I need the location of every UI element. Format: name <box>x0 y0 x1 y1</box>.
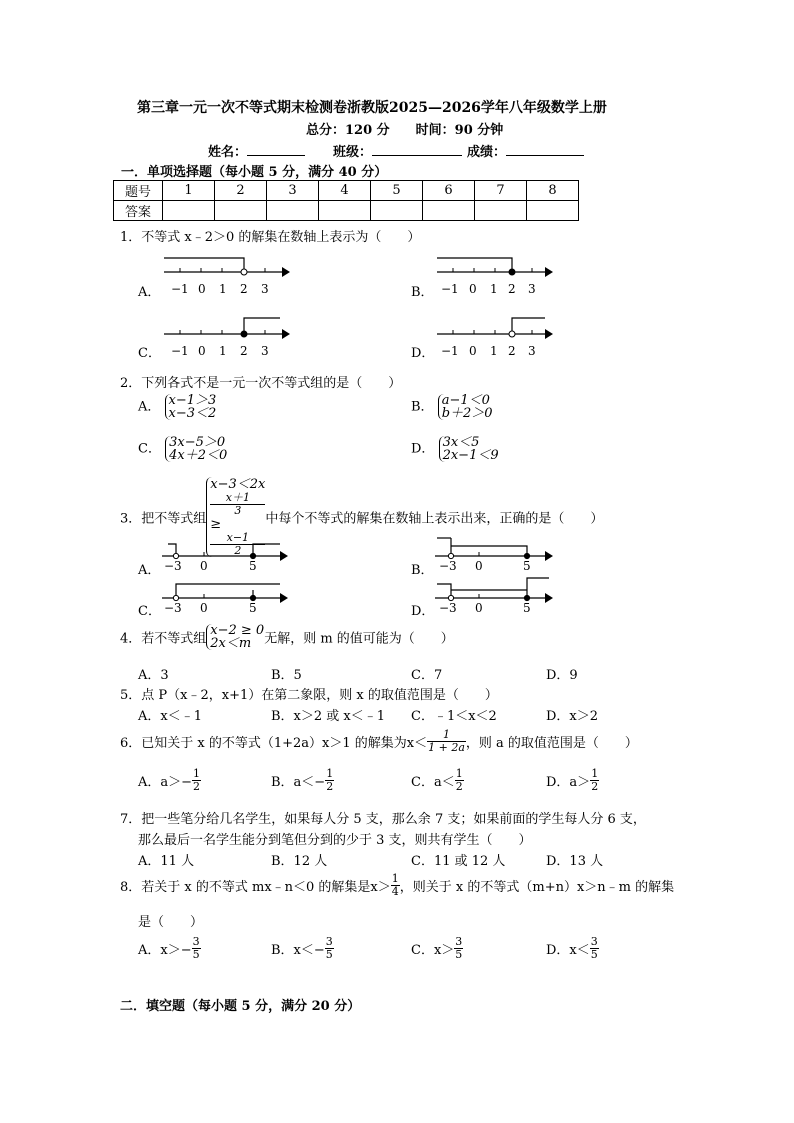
score-field[interactable] <box>467 141 584 160</box>
class-blank[interactable] <box>372 155 462 156</box>
option-label: C．x＞ <box>411 943 455 958</box>
fraction <box>455 768 464 793</box>
inequality-system <box>165 394 217 420</box>
q1-option-d-label[interactable]: D． <box>411 346 435 361</box>
q1-number-line-d <box>431 312 563 360</box>
option-label: B． <box>411 399 434 415</box>
tick-label: −3 <box>439 559 457 573</box>
fraction <box>391 873 400 898</box>
answer-cell[interactable] <box>423 201 475 221</box>
numerator: 3 <box>590 935 598 948</box>
q7-option-a[interactable]: A．11 人 <box>138 854 195 869</box>
tick-label: −3 <box>164 601 182 615</box>
answer-cell[interactable] <box>215 201 267 221</box>
question-7-line-2: 那么最后一名学生能分到笔但分到的少于 3 支，则共有学生（ ） <box>138 833 532 848</box>
question-5-stem: 5．点 P（x﹣2，x+1）在第二象限，则 x 的取值范围是（ ） <box>120 688 498 703</box>
q1-number-line-b <box>431 250 563 298</box>
q6-option-a[interactable] <box>138 768 201 793</box>
q3-number-line-d <box>431 574 561 616</box>
tick-label: 5 <box>523 559 531 573</box>
q3-suffix: 中每个不等式的解集在数轴上表示出来，正确的是（ ） <box>265 511 604 527</box>
option-label: A．a＞− <box>138 775 193 790</box>
table-cell: 5 <box>371 181 423 201</box>
tick-label: 1 <box>490 344 498 358</box>
option-label: D．x＜ <box>546 943 590 958</box>
option-label: D． <box>411 441 435 457</box>
denominator: 1 + 2a <box>428 741 465 754</box>
tick-label: 0 <box>200 601 208 615</box>
numerator: 3 <box>192 935 200 948</box>
q2-option-d[interactable] <box>411 436 499 462</box>
inequality-system <box>438 394 493 420</box>
denominator: 2 <box>326 780 334 793</box>
q1-option-a-label[interactable]: A． <box>138 285 161 300</box>
tick-label: 0 <box>469 344 477 358</box>
q8-prefix: 8．若关于 x 的不等式 mx﹣n＜0 的解集是x＞ <box>120 880 391 895</box>
tick-label: 3 <box>528 344 536 358</box>
sys-line: 2x＜m <box>210 636 252 651</box>
fraction <box>325 936 334 961</box>
section1-heading: 一．单项选择题（每小题 5 分，满分 40 分） <box>121 165 388 180</box>
q7-option-b[interactable]: B．12 人 <box>271 854 328 869</box>
fraction <box>325 768 334 793</box>
numerator: 1 <box>193 767 201 780</box>
fraction <box>192 768 201 793</box>
sys-line: x−3＜2 <box>168 406 217 421</box>
sys-line: 4x＋2＜0 <box>169 448 228 463</box>
table-cell: 6 <box>423 181 475 201</box>
answer-cell[interactable] <box>475 201 527 221</box>
table-cell: 2 <box>215 181 267 201</box>
q8-option-b[interactable] <box>271 936 334 961</box>
q5-option-d[interactable]: D．x＞2 <box>546 709 599 724</box>
denominator: 5 <box>455 948 463 961</box>
denominator: 5 <box>590 948 598 961</box>
answer-cell[interactable] <box>371 201 423 221</box>
question-7-line-1: 7．把一些笔分给几名学生，如果每人分 5 支，那么余 7 支；如果前面的学生每人分 6 支， <box>120 812 646 827</box>
sys-line: 2x−1＜9 <box>442 448 499 463</box>
table-row <box>114 181 579 201</box>
class-label: 班级： <box>333 145 373 160</box>
table-row <box>114 201 579 221</box>
exam-meta: 总分：120 分 时间：90 分钟 <box>306 123 504 138</box>
numerator: x−1 <box>210 532 265 545</box>
q7-option-c[interactable]: C．11 或 12 人 <box>411 854 506 869</box>
tick-label: 1 <box>219 282 227 296</box>
option-label: D．a＞ <box>546 775 591 790</box>
q8-option-c[interactable] <box>411 936 463 961</box>
sys-line: x−1＞3 <box>168 393 217 408</box>
q1-option-b-label[interactable]: B． <box>411 285 434 300</box>
sys-line: x−3＜2x <box>210 477 266 492</box>
q1-number-line-a <box>158 250 290 298</box>
q3-number-line-c <box>158 578 288 616</box>
tick-label: 3 <box>261 282 269 296</box>
q1-number-line-c <box>158 312 290 360</box>
denominator: 2 <box>193 780 201 793</box>
sys-line: x−2 ≥ 0 <box>210 623 265 638</box>
tick-label: 5 <box>523 601 531 615</box>
denominator: 5 <box>325 948 333 961</box>
q3-option-c-label[interactable]: C． <box>138 604 161 619</box>
option-label: A．x＞− <box>138 943 192 958</box>
tick-label: −3 <box>439 601 457 615</box>
q5-option-b[interactable]: B．x＞2 或 x＜﹣1 <box>271 709 386 724</box>
denominator: 2 <box>234 544 242 557</box>
tick-label: −1 <box>171 282 189 296</box>
denominator: 2 <box>591 780 599 793</box>
answer-cell[interactable] <box>267 201 319 221</box>
q2-option-b[interactable] <box>411 394 493 420</box>
q7-option-d[interactable]: D．13 人 <box>546 854 604 869</box>
table-cell: 7 <box>475 181 527 201</box>
tick-label: 5 <box>249 601 257 615</box>
tick-label: −3 <box>164 559 182 573</box>
sys-line: 3x−5＞0 <box>169 435 226 450</box>
q6-prefix: 6．已知关于 x 的不等式（1+2a）x＞1 的解集为x＜ <box>120 736 428 751</box>
fraction <box>454 936 463 961</box>
name-label: 姓名： <box>208 145 248 160</box>
tick-label: 0 <box>475 601 483 615</box>
option-label: B．a＜− <box>271 775 326 790</box>
option-label: C． <box>138 441 161 457</box>
tick-label: −1 <box>441 344 459 358</box>
denominator: 5 <box>192 948 200 961</box>
q3-option-d-label[interactable]: D． <box>411 604 435 619</box>
q4-option-c[interactable]: C．7 <box>411 668 443 683</box>
q4-option-b[interactable]: B．5 <box>271 668 302 683</box>
q3-option-a-label[interactable]: A． <box>138 563 161 578</box>
q8-option-a[interactable] <box>138 936 201 961</box>
option-label: B．x＜− <box>271 943 325 958</box>
option-label: A． <box>138 399 161 415</box>
sys-line: b＋2＞0 <box>441 406 493 421</box>
q8-suffix: ，则关于 x 的不等式（m+n）x＞n﹣m 的解集 <box>399 880 675 895</box>
tick-label: 0 <box>469 282 477 296</box>
q5-option-a[interactable]: A．x＜﹣1 <box>138 709 202 724</box>
denominator: 4 <box>391 885 399 898</box>
sys-line: 3x＜5 <box>442 435 480 450</box>
tick-label: −1 <box>171 344 189 358</box>
q3-option-b-label[interactable]: B． <box>411 563 434 578</box>
name-field[interactable] <box>208 141 305 160</box>
numerator: 3 <box>455 935 463 948</box>
page-title: 第三章一元一次不等式期末检测卷浙教版2025—2026学年八年级数学上册 <box>137 100 607 116</box>
q6-option-c[interactable] <box>411 768 464 793</box>
question-8-line-2: 是（ ） <box>138 915 204 930</box>
fraction <box>210 492 265 517</box>
tick-label: 0 <box>475 559 483 573</box>
numerator: 1 <box>427 729 466 742</box>
tick-label: 0 <box>200 559 208 573</box>
q4-option-a[interactable]: A．3 <box>138 668 169 683</box>
sys-line: a−1＜0 <box>441 393 490 408</box>
denominator: 2 <box>455 780 463 793</box>
q6-option-d[interactable] <box>546 768 599 793</box>
fraction <box>192 936 201 961</box>
question-8-stem <box>120 873 674 898</box>
question-4-stem <box>120 624 454 650</box>
tick-label: 2 <box>240 344 248 358</box>
q2-option-c[interactable] <box>138 436 227 462</box>
option-label: C．a＜ <box>411 775 455 790</box>
tick-label: 2 <box>508 282 516 296</box>
q6-option-b[interactable] <box>271 768 334 793</box>
q5-option-c[interactable]: C．﹣1＜x＜2 <box>411 709 497 724</box>
tick-label: 1 <box>219 344 227 358</box>
q3-number-line-a <box>158 538 288 574</box>
answer-table <box>113 180 579 221</box>
tick-label: 0 <box>198 282 206 296</box>
answer-cell[interactable] <box>163 201 215 221</box>
answer-cell[interactable] <box>527 201 579 221</box>
q4-suffix: 无解，则 m 的值可能为（ ） <box>264 631 454 647</box>
tick-label: 3 <box>261 344 269 358</box>
fraction <box>590 936 599 961</box>
tick-label: 3 <box>528 282 536 296</box>
table-cell: 答案 <box>114 201 163 221</box>
inequality-system <box>206 624 264 650</box>
table-cell: 4 <box>319 181 371 201</box>
table-cell: 8 <box>527 181 579 201</box>
q6-suffix: ，则 a 的取值范围是（ ） <box>465 736 638 751</box>
fraction <box>427 729 466 754</box>
q3-prefix: 3．把不等式组 <box>120 511 207 527</box>
name-blank[interactable] <box>247 155 305 156</box>
table-cell: 题号 <box>114 181 163 201</box>
denominator: 3 <box>234 504 242 517</box>
q4-option-d[interactable]: D．9 <box>546 668 578 683</box>
score-label: 成绩： <box>467 145 507 160</box>
ge-symbol: ≥ <box>210 517 222 532</box>
fraction <box>590 768 599 793</box>
section2-heading: 二．填空题（每小题 5 分，满分 20 分） <box>120 999 361 1014</box>
q1-option-c-label[interactable]: C． <box>138 346 161 361</box>
tick-label: 0 <box>198 344 206 358</box>
answer-cell[interactable] <box>319 201 371 221</box>
inequality-system <box>439 436 499 462</box>
q2-option-a[interactable] <box>138 394 216 420</box>
tick-label: 5 <box>249 559 257 573</box>
tick-label: 1 <box>490 282 498 296</box>
question-6-stem <box>120 729 638 754</box>
inequality-system <box>165 436 227 462</box>
score-blank[interactable] <box>506 155 584 156</box>
class-field[interactable] <box>333 141 462 160</box>
question-2-stem: 2．下列各式不是一元一次不等式组的是（ ） <box>120 376 402 391</box>
numerator: 1 <box>455 767 463 780</box>
tick-label: 2 <box>508 344 516 358</box>
numerator: x＋1 <box>210 492 265 505</box>
q4-prefix: 4．若不等式组 <box>120 631 207 647</box>
numerator: 1 <box>326 767 334 780</box>
table-cell: 1 <box>163 181 215 201</box>
numerator: 1 <box>591 767 599 780</box>
tick-label: 2 <box>240 282 248 296</box>
numerator: 1 <box>391 872 399 885</box>
q3-number-line-b <box>431 534 561 574</box>
q8-option-d[interactable] <box>546 936 599 961</box>
table-cell: 3 <box>267 181 319 201</box>
tick-label: −1 <box>441 282 459 296</box>
numerator: 3 <box>325 935 333 948</box>
question-1-stem: 1．不等式 x﹣2＞0 的解集在数轴上表示为（ ） <box>120 230 421 245</box>
